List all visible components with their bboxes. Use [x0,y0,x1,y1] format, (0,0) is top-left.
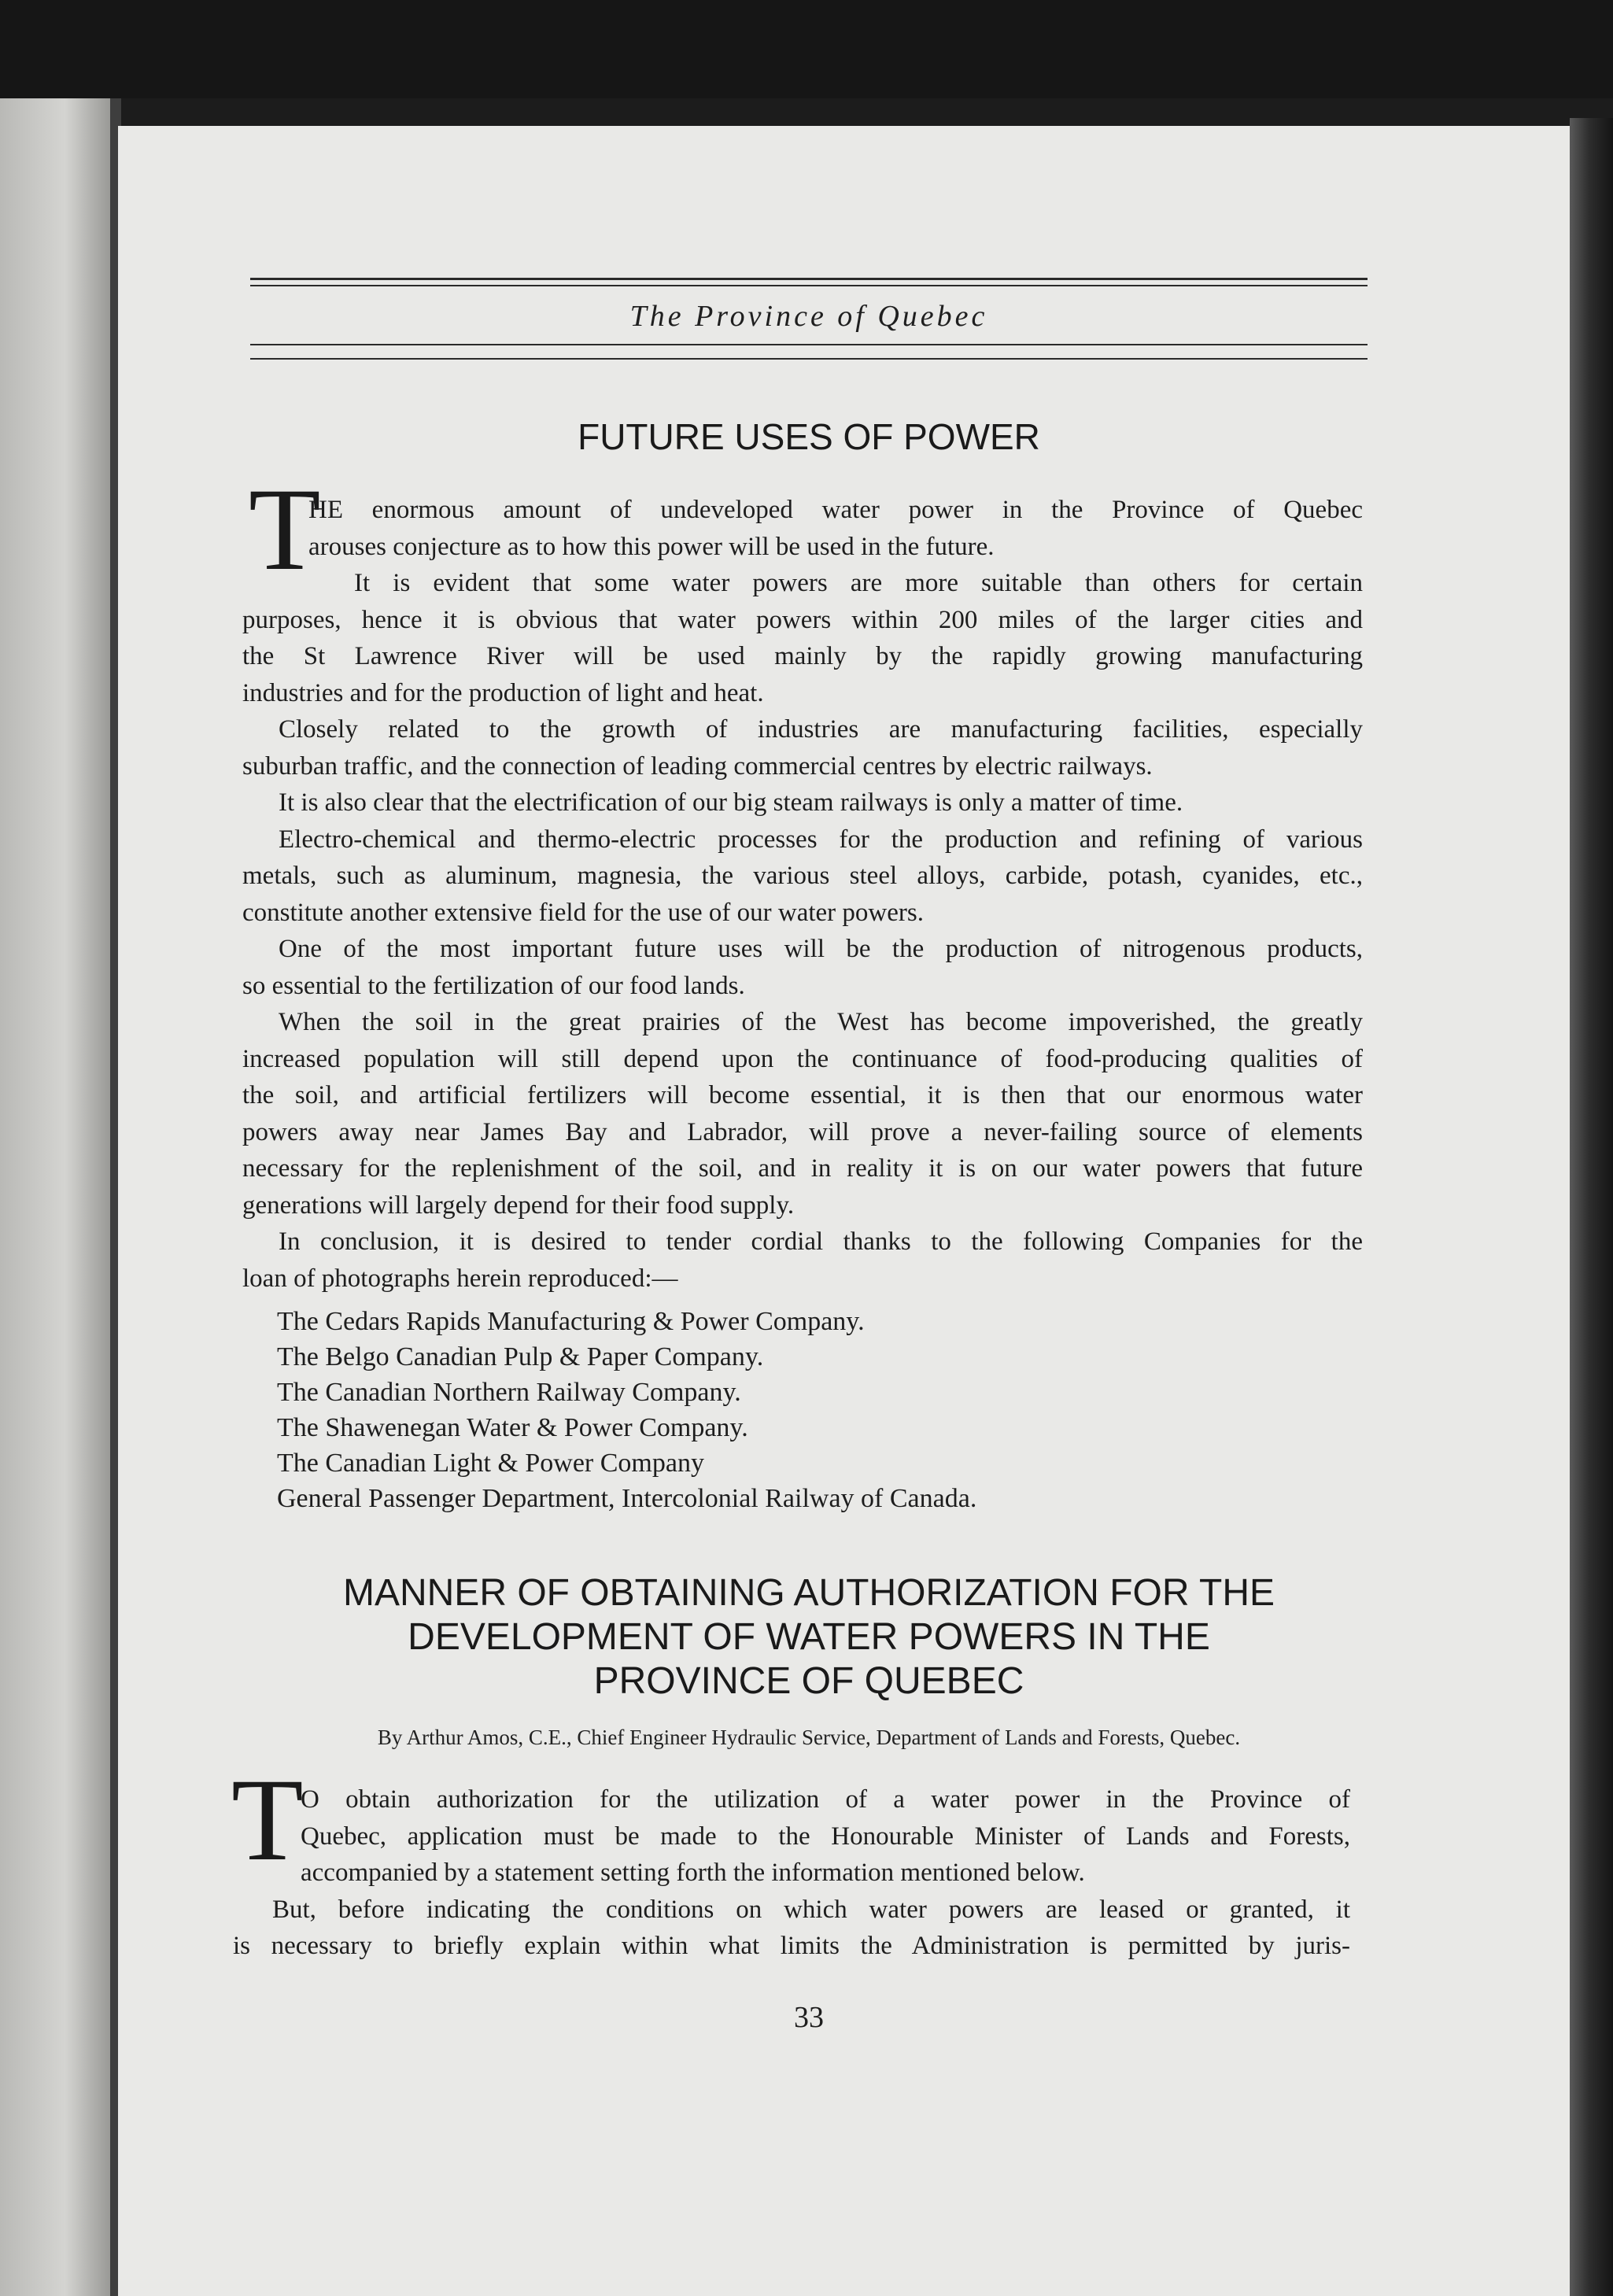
company-list-item: The Belgo Canadian Pulp & Paper Company. [277,1342,764,1371]
company-list-item: The Canadian Light & Power Company [277,1449,704,1478]
company-list-item: The Cedars Rapids Manufacturing & Power Company. [277,1307,865,1336]
byline: By Arthur Amos, C.E., Chief Engineer Hydraulic Service, Department of Lands and Forests, Quebec. [377,1726,1241,1749]
section1-body-line: constitute another extensive field for the use of our water powers. [242,898,924,927]
section2-body-line: is necessary to briefly explain within what limits the Administration is permitted by juris- [233,1932,1350,1960]
section2-title-line-1: MANNER OF OBTAINING AUTHORIZATION FOR THE [342,1572,1275,1614]
section1-body-line: HE enormous amount of undeveloped water power in the Province of Quebec [308,496,1363,524]
company-list-item: General Passenger Department, Intercolonial Railway of Canada. [277,1484,977,1513]
book-cover-edge [1570,118,1613,2296]
section1-body-line: arouses conjecture as to how this power will be used in the future. [308,532,995,561]
section1-body-line: industries and for the production of light and heat. [242,678,764,707]
section1-body-line: necessary for the replenishment of the soil, and in reality it is on our water powers that future [242,1154,1363,1183]
header-rule-top [250,278,1368,280]
company-list-item: The Shawenegan Water & Power Company. [277,1413,748,1442]
section1-body-line: It is evident that some water powers are more suitable than others for certain [354,569,1363,597]
section1-body-line: generations will largely depend for their food supply. [242,1190,795,1220]
header-rule-bottom-thin [250,358,1368,360]
dropcap-section2: T [231,1755,304,1885]
section2-body-line: O obtain authorization for the utilization of a water power in the Province of [301,1785,1350,1814]
section1-body-line: metals, such as aluminum, magnesia, the various steel alloys, carbide, potash, cyanides, etc., [242,862,1363,890]
section1-body-line: the soil, and artificial fertilizers will become essential, it is then that our enormous water [242,1081,1363,1109]
section1-body-line: increased population will still depend upon the continuance of food-producing qualities of [242,1044,1363,1073]
section1-body-line: When the soil in the great prairies of the West has become impoverished, the greatly [279,1008,1363,1036]
scan-background-top [0,0,1613,98]
section1-body-line: purposes, hence it is obvious that water powers within 200 miles of the larger cities and [242,605,1363,634]
section2-body-line: Quebec, application must be made to the Honourable Minister of Lands and Forests, [301,1822,1350,1851]
running-header: The Province of Quebec [629,300,988,333]
section2-body-line: accompanied by a statement setting forth the information mentioned below. [301,1859,1085,1887]
section1-body-line: suburban traffic, and the connection of leading commercial centres by electric railways. [242,751,1153,781]
section2-body-line: But, before indicating the conditions on which water powers are leased or granted, it [272,1895,1350,1924]
section2-title-line-3: PROVINCE OF QUEBEC [593,1660,1024,1702]
company-list-item: The Canadian Northern Railway Company. [277,1378,741,1407]
facing-page-edge [0,98,118,2296]
section1-body-line: One of the most important future uses will be the production of nitrogenous products, [279,935,1363,963]
section1-body-line: the St Lawrence River will be used mainly by the rapidly growing manufacturing [242,642,1363,670]
section2-title-line-2: DEVELOPMENT OF WATER POWERS IN THE [408,1616,1210,1658]
header-rule-top-thin [250,285,1368,286]
section1-body-line: Electro-chemical and thermo-electric processes for the production and refining of various [279,825,1363,854]
section1-body-line: In conclusion, it is desired to tender cordial thanks to the following Companies for the [279,1227,1363,1256]
section1-body-line: powers away near James Bay and Labrador, will prove a never-failing source of elements [242,1117,1363,1146]
dropcap-section1: T [249,464,321,595]
section1-body-line: Closely related to the growth of industries are manufacturing facilities, especially [279,715,1363,744]
header-rule-bottom [250,344,1368,345]
section-title-future-uses: FUTURE USES OF POWER [578,416,1040,457]
section1-body-line: so essential to the fertilization of our food lands. [242,971,745,1000]
section1-body-line: loan of photographs herein reproduced:— [242,1264,678,1293]
page-number: 33 [794,2001,824,2034]
section1-body-line: It is also clear that the electrification of our big steam railways is only a matter of time. [279,788,1183,817]
